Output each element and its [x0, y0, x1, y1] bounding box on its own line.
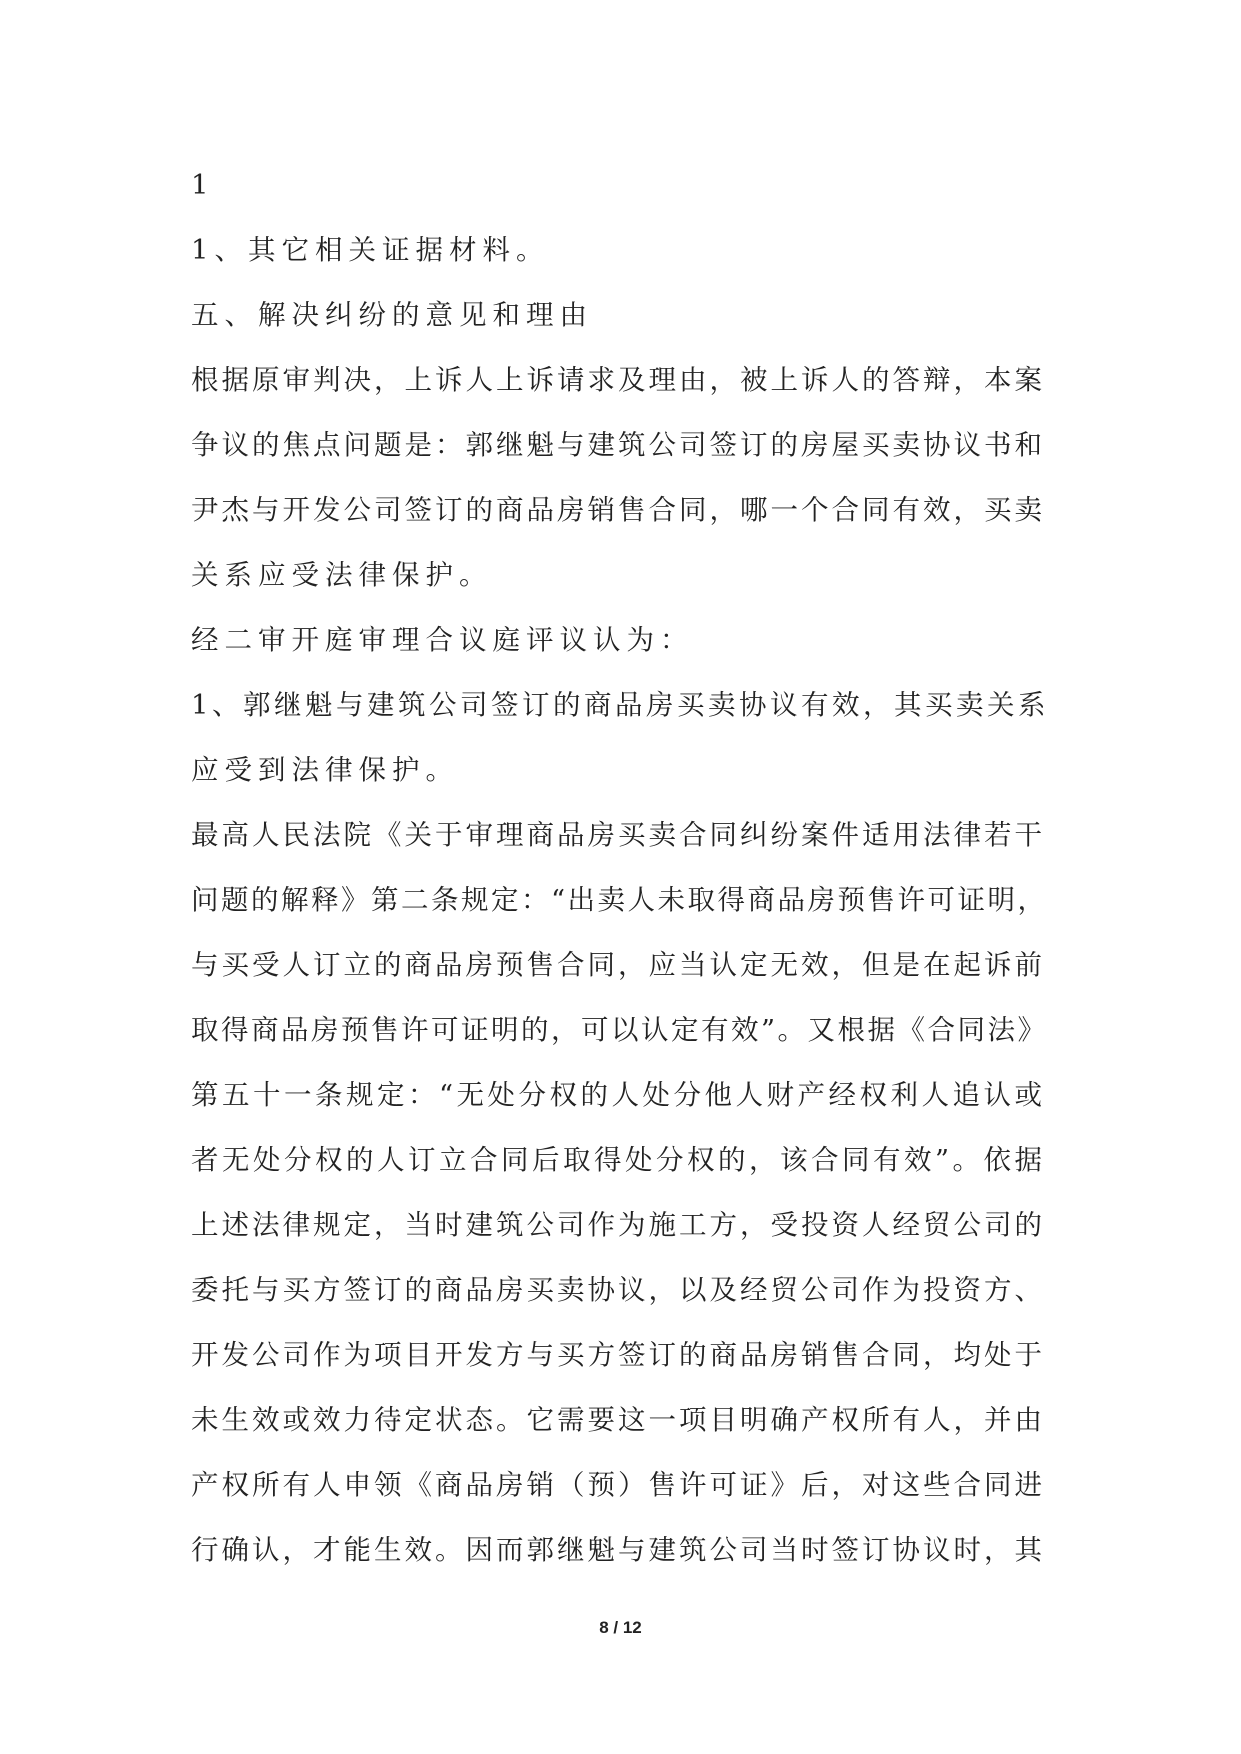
text-line: 行确认，才能生效。因而郭继魁与建筑公司当时签订协议时，其 — [191, 1534, 1045, 1566]
text-line: 1、其它相关证据材料。 — [191, 234, 550, 266]
text-line: 未生效或效力待定状态。它需要这一项目明确产权所有人，并由 — [191, 1404, 1045, 1436]
text-line: 关系应受法律保护。 — [191, 559, 493, 591]
text-line: 上述法律规定，当时建筑公司作为施工方，受投资人经贸公司的 — [191, 1209, 1045, 1241]
text-line: 问题的解释》第二条规定：“出卖人未取得商品房预售许可证明， — [191, 884, 1048, 916]
section-heading: 五、解决纠纷的意见和理由 — [191, 299, 593, 331]
page-number: 8 / 12 — [599, 1618, 642, 1637]
text-line: 根据原审判决，上诉人上诉请求及理由，被上诉人的答辩，本案 — [191, 364, 1045, 396]
text-line: 第五十一条规定：“无处分权的人处分他人财产经权利人追认或 — [191, 1079, 1046, 1111]
text-line: 产权所有人申领《商品房销（预）售许可证》后，对这些合同进 — [191, 1469, 1045, 1501]
text-line: 开发公司作为项目开发方与买方签订的商品房销售合同，均处于 — [191, 1339, 1045, 1371]
text-line: 争议的焦点问题是：郭继魁与建筑公司签订的房屋买卖协议书和 — [191, 429, 1045, 461]
text-line: 应受到法律保护。 — [191, 754, 459, 786]
text-line: 经二审开庭审理合议庭评议认为： — [191, 624, 694, 656]
text-line: 取得商品房预售许可证明的，可以认定有效”。又根据《合同法》 — [191, 1014, 1048, 1046]
text-line: 与买受人订立的商品房预售合同，应当认定无效，但是在起诉前 — [191, 949, 1045, 981]
text-line: 最高人民法院《关于审理商品房买卖合同纠纷案件适用法律若干 — [191, 819, 1045, 851]
text-line: 1 — [191, 169, 215, 201]
text-line: 者无处分权的人订立合同后取得处分权的，该合同有效”。依据 — [191, 1144, 1046, 1176]
text-line: 尹杰与开发公司签订的商品房销售合同，哪一个合同有效，买卖 — [191, 494, 1045, 526]
text-line: 1、郭继魁与建筑公司签订的商品房买卖协议有效，其买卖关系 — [191, 689, 1049, 721]
text-line: 委托与买方签订的商品房买卖协议，以及经贸公司作为投资方、 — [191, 1274, 1045, 1306]
